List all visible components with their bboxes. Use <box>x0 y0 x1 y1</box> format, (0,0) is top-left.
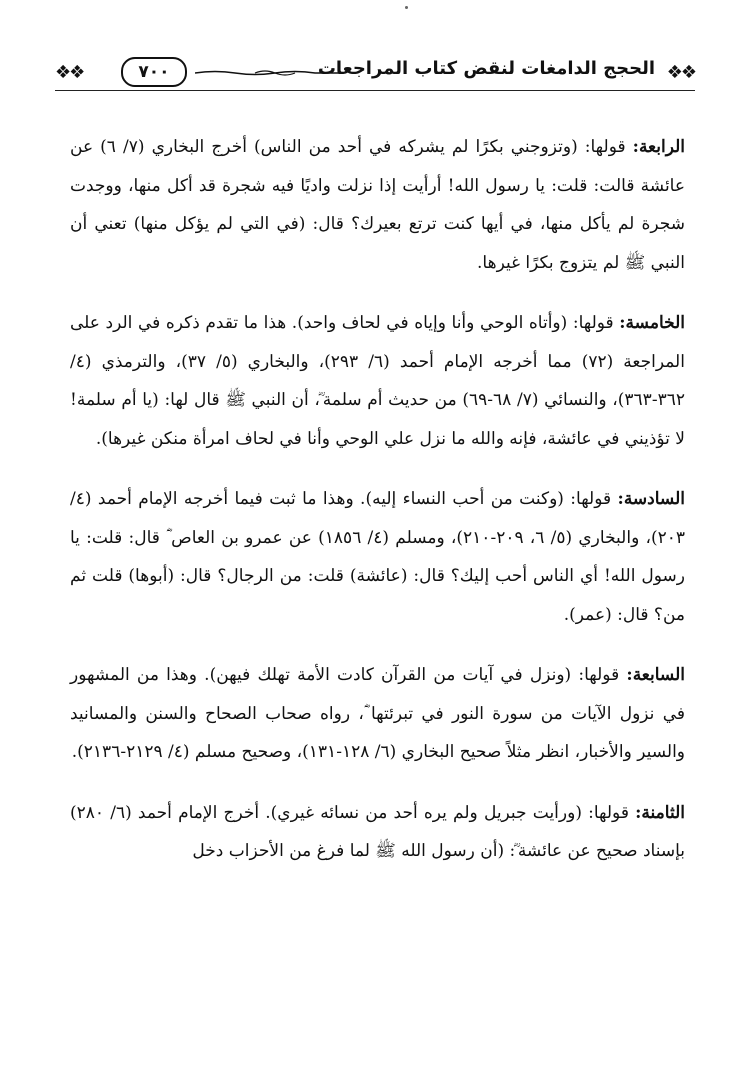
ornament-icon: ❖❖ <box>666 62 695 83</box>
paragraph-text: قولها: (ورأيت جبريل ولم يره أحد من نسائه غيري). أخرج الإمام أحمد (٦/ ٢٨٠) بإسناد صحيح عن عائشة ؓ: (أن رسول الله ﷺ لما فرغ من الأحزاب دخل <box>70 802 685 861</box>
paragraph-lead: السابعة: <box>626 665 685 685</box>
header-divider <box>55 90 695 91</box>
paragraph-fifth <box>70 304 685 458</box>
paragraph-sixth <box>70 480 685 634</box>
paragraph-lead: الرابعة: <box>632 137 685 157</box>
paragraph-text: قولها: (ونزل في آيات من القرآن كادت الأمة تهلك فيهن). وهذا من المشهور في نزول الآيات من سورة النور في تبرئتها ؓ، رواه صحاب الصحاح والسنن والمسانيد والسير والأخبار، انظر مثلاً صحيح البخاري (٦/ ١٢٨-١٣١)، وصحيح مسلم (٤/ ٢١٢٩-٢١٣٦). <box>70 665 685 762</box>
page-number: ٧٠٠ <box>121 57 187 87</box>
paragraph-fourth <box>70 128 685 282</box>
paragraph-lead: الثامنة: <box>635 802 685 823</box>
scan-speck <box>405 6 408 9</box>
book-title: الحجج الدامغات لنقض كتاب المراجعات <box>317 58 655 79</box>
paragraph-seventh <box>70 656 685 772</box>
flourish-line-icon <box>195 69 340 77</box>
paragraph-eighth <box>70 794 685 871</box>
paragraph-text: قولها: (وكنت من أحب النساء إليه). وهذا ما ثبت فيما أخرجه الإمام أحمد (٤/ ٢٠٣)، والبخاري (٥/ ٦، ٢٠٩-٢١٠)، ومسلم (٤/ ١٨٥٦) عن عمرو بن العاص ؓ قال: قلت: يا رسول الله! أي الناس أحب إليك؟ قال: (عائشة) قلت: من الرجال؟ قال: (أبوها) قلت ثم من؟ قال: (عمر). <box>70 489 686 625</box>
ornament-icon: ❖❖ <box>55 62 84 83</box>
page-body <box>70 128 685 1028</box>
paragraph-text: قولها: (وأتاه الوحي وأنا وإياه في لحاف واحد). هذا ما تقدم ذكره في الرد على المراجعة (٧٢) مما أخرجه الإمام أحمد (٦/ ٢٩٣)، والبخاري (٥/ ٣٧)، والترمذي (٤/ ٣٦٢-٣٦٣)، والنسائي (٧/ ٦٨-٦٩) من حديث أم سلمة ؓ، أن النبي ﷺ قال لها: (يا أم سلمة! لا تؤذيني في عائشة، فإنه والله ما نزل علي الوحي وأنا في لحاف امرأة منكن غيرها). <box>70 313 685 449</box>
paragraph-lead: الخامسة: <box>619 313 685 333</box>
paragraph-text: قولها: (وتزوجني بكرًا لم يشركه في أحد من الناس) أخرج البخاري (٧/ ٦) عن عائشة قالت: قلت: يا رسول الله! أرأيت إذا نزلت واديًا فيه شجرة قد أكل منها، ووجدت شجرة لم يأكل منها، في أيها كنت ترتع بعيرك؟ قال: (في التي لم يؤكل منها) تعني أن النبي ﷺ لم يتزوج بكرًا غيرها. <box>70 137 685 273</box>
paragraph-lead: السادسة: <box>617 489 685 509</box>
running-header <box>55 52 695 92</box>
flourish-divider <box>195 69 340 75</box>
